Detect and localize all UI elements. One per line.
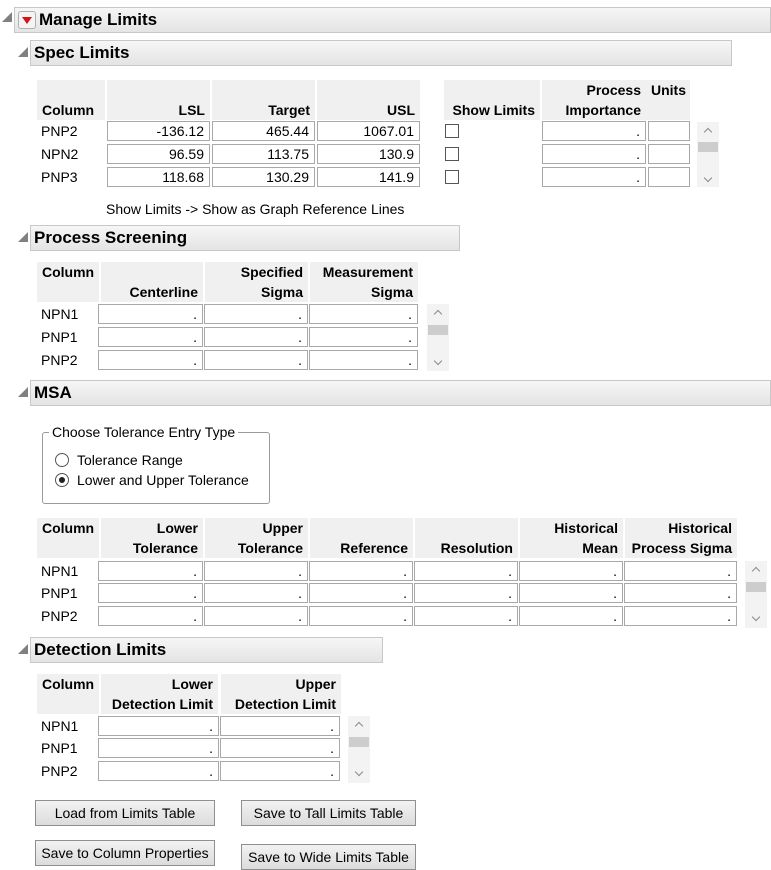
spec-row-label: NPN2	[41, 146, 79, 162]
spec-usl-cell[interactable]: 141.9	[317, 167, 420, 187]
col-header-column: Column	[37, 674, 99, 714]
process-importance-cell[interactable]: .	[542, 144, 646, 164]
scroll-down-icon[interactable]	[750, 613, 762, 625]
save-to-tall-limits-table-button[interactable]: Save to Tall Limits Table	[241, 800, 416, 826]
dl-upper-cell[interactable]: .	[220, 761, 340, 781]
spec-lsl-cell[interactable]: 96.59	[107, 144, 210, 164]
msa-upper-cell[interactable]: .	[204, 583, 308, 603]
col-header-measurement-sigma: Measurement Sigma	[310, 262, 418, 302]
msa-lower-cell[interactable]: .	[98, 561, 203, 581]
load-from-limits-table-button[interactable]: Load from Limits Table	[35, 800, 215, 826]
col-header-show-limits: Show Limits	[444, 80, 540, 120]
ps-measurement-sigma-cell[interactable]: .	[309, 304, 418, 324]
manage-limits-disclosure-icon[interactable]	[2, 12, 12, 22]
lower-upper-tolerance-radio[interactable]	[55, 473, 69, 487]
scroll-down-icon[interactable]	[702, 174, 714, 186]
scroll-up-icon[interactable]	[353, 719, 365, 731]
col-header-column: Column	[37, 518, 99, 558]
msa-row-label: PNP2	[41, 608, 78, 624]
spec-limits-title: Spec Limits	[34, 43, 130, 62]
page-title: Manage Limits	[39, 10, 158, 29]
red-triangle-menu-icon[interactable]	[18, 11, 36, 29]
ps-measurement-sigma-cell[interactable]: .	[309, 350, 418, 370]
spec-row-label: PNP2	[41, 123, 78, 139]
col-header-lsl: LSL	[107, 80, 210, 120]
msa-resolution-cell[interactable]: .	[414, 606, 518, 626]
scroll-thumb[interactable]	[428, 325, 448, 335]
process-importance-cell[interactable]: .	[542, 167, 646, 187]
spec-row-label: PNP3	[41, 169, 78, 185]
col-header-lower-tolerance: Lower Tolerance	[101, 518, 203, 558]
msa-lower-cell[interactable]: .	[98, 606, 203, 626]
msa-reference-cell[interactable]: .	[309, 561, 413, 581]
dl-lower-cell[interactable]: .	[98, 716, 219, 736]
col-header-upper-tolerance: Upper Tolerance	[205, 518, 308, 558]
col-header-units: Units	[646, 80, 690, 120]
spec-target-cell[interactable]: 130.29	[212, 167, 315, 187]
ps-row-label: PNP1	[41, 329, 78, 345]
dl-upper-cell[interactable]: .	[220, 716, 340, 736]
detection-limits-title: Detection Limits	[34, 640, 167, 659]
msa-mean-cell[interactable]: .	[519, 561, 623, 581]
spec-limits-disclosure-icon[interactable]	[18, 47, 28, 57]
msa-sigma-cell[interactable]: .	[624, 606, 737, 626]
dl-row-label: NPN1	[41, 718, 79, 734]
process-importance-cell[interactable]: .	[542, 121, 646, 141]
msa-mean-cell[interactable]: .	[519, 583, 623, 603]
msa-resolution-cell[interactable]: .	[414, 561, 518, 581]
dl-row-label: PNP2	[41, 763, 78, 779]
msa-sigma-cell[interactable]: .	[624, 583, 737, 603]
scroll-thumb[interactable]	[746, 582, 766, 592]
process-screening-title: Process Screening	[34, 228, 188, 247]
units-cell[interactable]	[648, 167, 690, 187]
col-header-upper-detection: Upper Detection Limit	[221, 674, 341, 714]
dl-lower-cell[interactable]: .	[98, 738, 219, 758]
ps-specified-sigma-cell[interactable]: .	[204, 350, 308, 370]
units-cell[interactable]	[648, 121, 690, 141]
msa-reference-cell[interactable]: .	[309, 606, 413, 626]
msa-reference-cell[interactable]: .	[309, 583, 413, 603]
show-limits-checkbox[interactable]	[445, 147, 459, 161]
ps-row-label: PNP2	[41, 352, 78, 368]
col-header-column: Column	[37, 80, 105, 120]
ps-measurement-sigma-cell[interactable]: .	[309, 327, 418, 347]
col-header-usl: USL	[317, 80, 420, 120]
spec-limits-header-bar	[30, 40, 732, 66]
msa-disclosure-icon[interactable]	[18, 387, 28, 397]
units-cell[interactable]	[648, 144, 690, 164]
tolerance-entry-legend: Choose Tolerance Entry Type	[49, 423, 238, 441]
msa-upper-cell[interactable]: .	[204, 606, 308, 626]
save-to-column-properties-button[interactable]: Save to Column Properties	[35, 840, 215, 866]
show-limits-checkbox[interactable]	[445, 124, 459, 138]
spec-target-cell[interactable]: 465.44	[212, 121, 315, 141]
dl-lower-cell[interactable]: .	[98, 761, 219, 781]
col-header-specified-sigma: Specified Sigma	[205, 262, 308, 302]
col-header-historical-mean: Historical Mean	[520, 518, 623, 558]
scroll-down-icon[interactable]	[353, 768, 365, 780]
show-limits-note: Show Limits -> Show as Graph Reference Lines	[106, 201, 405, 217]
tolerance-range-radio[interactable]	[55, 453, 69, 467]
spec-lsl-cell[interactable]: 118.68	[107, 167, 210, 187]
ps-specified-sigma-cell[interactable]: .	[204, 327, 308, 347]
col-header-process-importance: Process Importance	[542, 80, 646, 120]
detection-limits-disclosure-icon[interactable]	[18, 644, 28, 654]
scroll-down-icon[interactable]	[432, 357, 444, 369]
msa-upper-cell[interactable]: .	[204, 561, 308, 581]
msa-row-label: NPN1	[41, 563, 79, 579]
col-header-historical-sigma: Historical Process Sigma	[625, 518, 737, 558]
scroll-thumb[interactable]	[349, 737, 369, 747]
msa-sigma-cell[interactable]: .	[624, 561, 737, 581]
scroll-thumb[interactable]	[698, 142, 718, 152]
col-header-centerline: Centerline	[101, 262, 203, 302]
spec-target-cell[interactable]: 113.75	[212, 144, 315, 164]
msa-row-label: PNP1	[41, 585, 78, 601]
dl-row-label: PNP1	[41, 740, 78, 756]
ps-centerline-cell[interactable]: .	[98, 350, 203, 370]
scroll-up-icon[interactable]	[702, 125, 714, 137]
spec-usl-cell[interactable]: 130.9	[317, 144, 420, 164]
msa-resolution-cell[interactable]: .	[414, 583, 518, 603]
msa-lower-cell[interactable]: .	[98, 583, 203, 603]
show-limits-checkbox[interactable]	[445, 170, 459, 184]
lower-upper-tolerance-label[interactable]: Lower and Upper Tolerance	[77, 472, 249, 488]
ps-centerline-cell[interactable]: .	[98, 327, 203, 347]
msa-mean-cell[interactable]: .	[519, 606, 623, 626]
spec-usl-cell[interactable]: 1067.01	[317, 121, 420, 141]
process-screening-disclosure-icon[interactable]	[18, 232, 28, 242]
col-header-resolution: Resolution	[415, 518, 518, 558]
save-to-wide-limits-table-button[interactable]: Save to Wide Limits Table	[241, 844, 416, 870]
col-header-column: Column	[37, 262, 99, 302]
tolerance-range-label[interactable]: Tolerance Range	[77, 452, 183, 468]
ps-centerline-cell[interactable]: .	[98, 304, 203, 324]
ps-row-label: NPN1	[41, 306, 79, 322]
ps-specified-sigma-cell[interactable]: .	[204, 304, 308, 324]
msa-title: MSA	[34, 383, 72, 402]
col-header-reference: Reference	[310, 518, 413, 558]
dl-upper-cell[interactable]: .	[220, 738, 340, 758]
scroll-up-icon[interactable]	[750, 564, 762, 576]
msa-header-bar	[30, 380, 771, 406]
col-header-lower-detection: Lower Detection Limit	[101, 674, 218, 714]
col-header-target: Target	[212, 80, 315, 120]
scroll-up-icon[interactable]	[432, 307, 444, 319]
spec-lsl-cell[interactable]: -136.12	[107, 121, 210, 141]
